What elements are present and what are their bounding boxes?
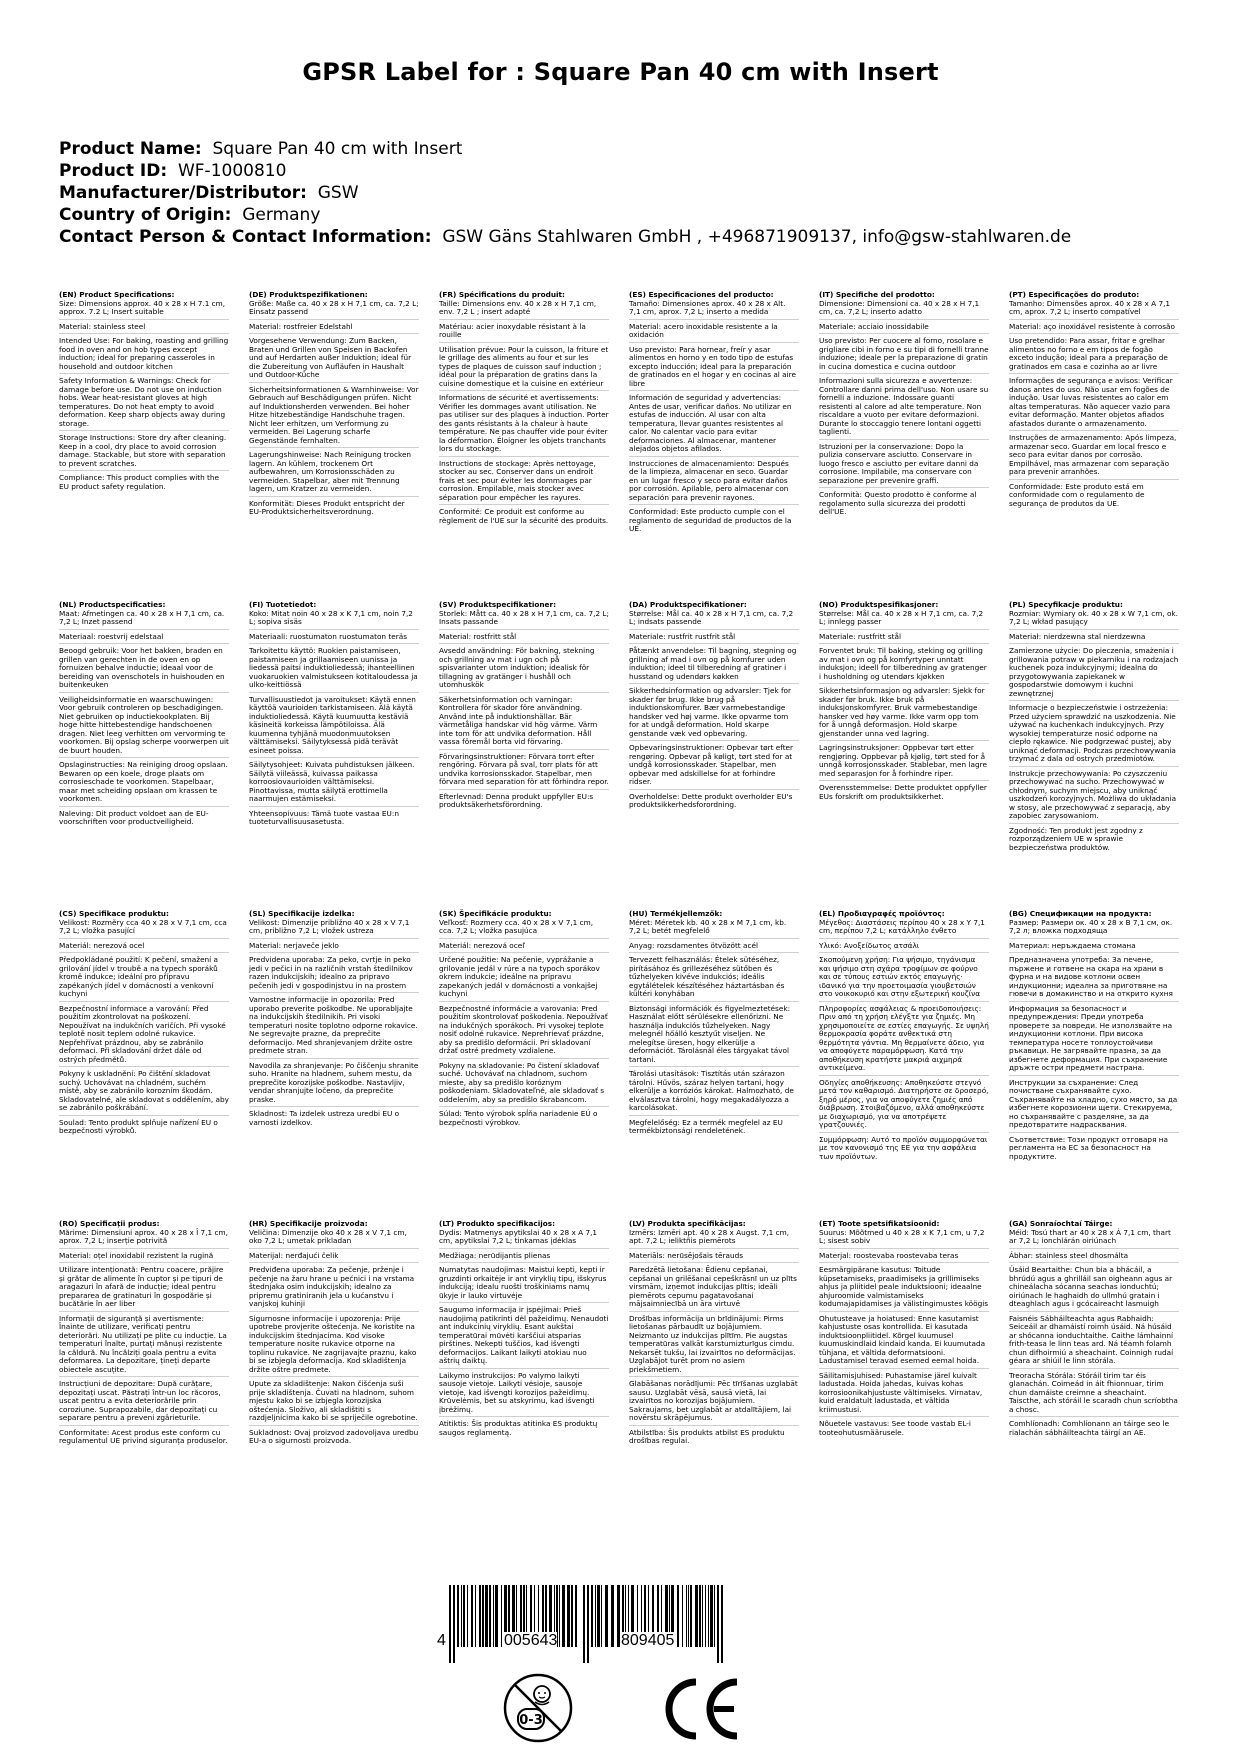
lang-paragraph: Turvallisuustiedot ja varoitukset: Käytä ennen käyttöä vaurioiden tarkistamiseen. Älä käytä induktioliedessä. Käytä kuumuutta kestäviä käsineitä korkeissa lämpötiloissa. Älä kuumenna tyhjänä muodonmuutoksen välttämiseksi. Säilytyksessä pidä terävät esineet poissa.: [249, 696, 419, 759]
lang-paragraph: Οδηγίες αποθήκευσης: Αποθηκεύστε στεγνό μετά τον καθαρισμό. Διατηρήστε σε δροσερό, ξηρό μέρος, για να αποφύγετε ζημιές από διάβρωση. Στοιβαζόμενο, αλλά αποθηκεύστε με διαχωρισμό, για να αποτρέψετε γρατζουνιές.: [819, 1079, 989, 1133]
lang-paragraph: Sikkerhedsinformation og advarsler: Tjek for skader før brug. Ikke brug på induktionskomfurer. Bær varmebestandige handsker ved høj varme. Ikke opvarme tom for at undgå deformation. Hold skarpe genstande væk ved opbevaring.: [629, 687, 799, 741]
barcode-guard-bar: [453, 1585, 455, 1663]
barcode-guard-bar: [583, 1585, 585, 1663]
lang-paragraph: Comhlíonadh: Comhlíonann an táirge seo le rialachán sábháilteachta táirgí an AE.: [1009, 1419, 1170, 1437]
lang-heading: (EN) Product Specifications:: [59, 290, 175, 299]
lang-heading: (PT) Especificações do produto:: [1009, 290, 1140, 299]
lang-paragraph: Saugumo informacija ir įspėjimai: Prieš naudojimą patikrinti dėl pažeidimų. Nenaudoti ant indukcinių viryklių. Esant aukštai temperatūrai mūvėti karščiui atsparias pirštines. Nekepti tuščios, kad išvengti deformacijos. Laikant laikyti atokiau nuo aštrių daiktų.: [439, 1306, 609, 1369]
lang-heading: (FI) Tuotetiedot:: [249, 600, 317, 609]
lang-paragraph: Material: oțel inoxidabil rezistent la rugină: [59, 1252, 229, 1264]
lang-spec-heading: (ET) Toote spetsifikatsioonid: Suurus: Mõõtmed u 40 x 28 x K 7,1 cm, u 7,2 L; sisest sobiv: [819, 1220, 989, 1249]
lang-heading: (PL) Specyfikacje produktu:: [1009, 600, 1123, 609]
lang-paragraph: Informations de sécurité et avertissements: Vérifier les dommages avant utilisation. Ne pas utiliser sur des plaques à induction. Porter des gants résistants à la chaleur à haute température. Ne pas chauffer vide pour éviter la déformation. Éloigner les objets tranchants lors du stockage.: [439, 394, 609, 457]
lang-paragraph: Drošības informācija un brīdinājumi: Pirms lietošanas pārbaudīt uz bojājumiem. Neizmanto uz indukcijas plītīm. Pie augstas temperatūras valkāt karstumizturīgus cimdu. Nekarsēt tukšu, lai izvairītos no deformācijas. Uzglabājot turēt prom no asiem priekšmetiem.: [629, 1315, 799, 1378]
lang-block-sv: [439, 601, 609, 857]
lang-heading: (HR) Specifikacije proizvoda:: [249, 1219, 368, 1228]
lang-paragraph: Sicherheitsinformationen & Warnhinweise: Vor Gebrauch auf Beschädigungen prüfen. Nicht auf Induktionsherden verwenden. Bei hoher Hitze hitzebeständige Handschuhe tragen. Nicht leer erhitzen, um Verformung zu vermeiden. Bei Lagerung scharfe Gegenstände fernhalten.: [249, 386, 419, 449]
lang-paragraph: Storage Instructions: Store dry after cleaning. Keep in a cool, dry place to avoid corrosion damage. Stackable, but store with separation to prevent scratches.: [59, 434, 229, 471]
lang-paragraph: Materiál: nerezová oceľ: [439, 942, 609, 954]
barcode-bar: [597, 1585, 600, 1647]
origin-label: Country of Origin:: [59, 205, 232, 225]
product-id-label: Product ID:: [59, 161, 168, 181]
lang-paragraph: Utilisation prévue: Pour la cuisson, la friture et le grillage des aliments au four et sur les types de plaques de cuisson sauf induction ; idéal pour la préparation de gratins dans la cuisine domestique et la cuisine en extérieur: [439, 346, 609, 392]
lang-paragraph: Bezpečnostné informácie a varovania: Pred použitím skontrolovať poškodenia. Nepoužívať na indukčných sporákoch. Pri vysokej teplote nosiť odolné rukavice. Neprehrievať prázdne, aby sa predišlo deformácii. Pri skladovaní držať ostré predmety vzdialene.: [439, 1005, 609, 1059]
lang-paragraph: Veiligheidsinformatie en waarschuwingen: Voor gebruik controleren op beschadigingen. Niet gebruiken op inductiekookplaten. Bij hoge hitte hittebestendige handschoenen dragen. Niet leeg verhitten om vervorming te voorkomen. Bij opslag scherpe voorwerpen uit de buurt houden.: [59, 696, 229, 759]
lang-spec-heading: (EN) Product Specifications: Size: Dimensions approx. 40 x 28 x H 7.1 cm, approx. 7.2 L; Insert suitable: [59, 291, 229, 320]
lang-paragraph: Varnostne informacije in opozorila: Pred uporabo preverite poškodbe. Ne uporabljajte na indukcijskih štedilnikih. Pri visoki temperaturi nosite toplotno odporne rokavice. Ne segrevajte prazne, da preprečite deformacijo. Med shranjevanjem držite ostre predmete stran.: [249, 996, 419, 1059]
lang-heading: (FR) Spécifications du produit:: [439, 290, 565, 299]
lang-heading: (SV) Produktspecifikationer:: [439, 600, 557, 609]
barcode-digits-left: 005643: [504, 1632, 558, 1649]
barcode-guard-bar: [717, 1585, 719, 1663]
barcode-bar: [575, 1585, 577, 1647]
lang-paragraph: Информация за безопасност и предупреждения: Преди употреба проверете за повреди. Не използвайте на индукционни котлони. При висока температура носете топлоустойчиви ръкавици. Не загрявайте празна, за да избегнете деформация. При съхранение дръжте остри предмети настрана.: [1009, 1005, 1179, 1076]
lang-spec-heading: (LT) Produkto specifikacijos: Dydis: Matmenys apytikslai 40 x 28 x A 7,1 cm, apytikslai 7,2 L; tinkamas įdėklas: [439, 1220, 609, 1249]
age-warning-icon: [502, 1672, 574, 1744]
lang-paragraph: Conformidad: Este producto cumple con el reglamento de seguridad de productos de la UE.: [629, 507, 792, 533]
barcode-bar: [677, 1585, 679, 1647]
lang-block-et: [819, 1220, 989, 1451]
lang-spec-heading: (IT) Specifiche del prodotto: Dimensione: Dimensioni ca. 40 x 28 x H 7,1 cm, ca. 7,2 L; inserto adatto: [819, 291, 989, 320]
lang-paragraph: Overholdelse: Dette produkt overholder EU's produktsikkerhedsforordning.: [629, 791, 793, 809]
lang-paragraph: Informazioni sulla sicurezza e avvertenze: Controllare danni prima dell'uso. Non usare su fornelli a induzione. Indossare guanti resistenti al calore ad alte temperature. Non riscaldare a vuoto per evitare deformazioni. Durante lo stoccaggio tenere lontani oggetti taglienti.: [819, 377, 989, 440]
lang-spec-heading: (PL) Specyfikacje produktu: Rozmiar: Wymiary ok. 40 x 28 x W 7,1 cm, ok. 7,2 L; wkład pasujący: [1009, 601, 1179, 630]
lang-paragraph: Pokyny k uskladnění: Po čištění skladovat suchý. Uchovávat na chladném, suchém místě, aby se zabránilo korozním škodám. Skladovatelné, ale skladovat s oddělením, aby se zabránilo poškrábání.: [59, 1070, 229, 1116]
barcode-bar: [485, 1585, 488, 1647]
barcode-bar: [695, 1585, 698, 1647]
barcode-bar: [479, 1585, 481, 1647]
lang-paragraph: Předpokládané použití: K pečení, smažení a grilování jídel v troubě a na typech sporáků kromě indukce; ideální pro přípravu zapékaných jídel v domácnosti a venkovní kuchyni: [59, 956, 229, 1002]
barcode-digits-right: 809405: [621, 1632, 675, 1649]
manufacturer-value: GSW: [317, 183, 359, 203]
barcode-guard-bar: [587, 1585, 589, 1663]
lang-paragraph: Sikkerhetsinformasjon og advarsler: Sjekk for skader før bruk. Ikke bruk på induksjonskomfyrer. Bruk varmebestandige hansker ved høy varme. Ikke varm opp tom for å unngå deformasjon. Hold skarpe gjenstander unna ved lagring.: [819, 687, 989, 741]
barcode-bar: [461, 1585, 462, 1647]
lang-paragraph: Instrukcje przechowywania: Po czyszczeniu przechowywać na sucho. Przechowywać w chłodnym, suchym miejscu, aby uniknąć uszkodzeń korozyjnych. Możliwa do układania w stosy, ale przechowywać z separacją, aby zapobiec zarysowaniom.: [1009, 770, 1179, 824]
manufacturer-label: Manufacturer/Distributor:: [59, 183, 307, 203]
lang-block-fr: [439, 291, 609, 539]
lang-spec-heading: (DE) Produktspezifikationen: Größe: Maße ca. 40 x 28 x H 7,1 cm, ca. 7,2 L; Einsatz passend: [249, 291, 419, 320]
contact-label: Contact Person & Contact Information:: [59, 227, 432, 247]
lang-spec-heading: (DA) Produktspecifikationer: Størrelse: Mål ca. 40 x 28 x H 7,1 cm, ca. 7,2 L; indsats passende: [629, 601, 799, 630]
product-name-label: Product Name:: [59, 139, 202, 159]
lang-paragraph: Sukladnost: Ovaj proizvod zadovoljava uredbu EU-a o sigurnosti proizvoda.: [249, 1427, 419, 1445]
barcode-bar: [611, 1585, 614, 1647]
lang-block-lv: [629, 1220, 799, 1451]
lang-paragraph: Informações de segurança e avisos: Verificar danos antes do uso. Não usar em fogões de indução. Usar luvas resistentes ao calor em altas temperaturas. Não aquecer vazio para evitar deformação. Manter objetos afiados afastados durante o armazenamento.: [1009, 377, 1179, 431]
barcode-bar: [457, 1585, 459, 1647]
product-name-row: [59, 138, 1071, 160]
lang-paragraph: Avsedd användning: För bakning, stekning och grillning av mat i ugn och på spisvarianter utom induktion; idealisk för tillagning av gratänger i hushåll och utomhuskök: [439, 647, 609, 693]
lang-paragraph: Materiale: rustfrit rustfrit stål: [629, 633, 799, 645]
product-id-row: [59, 160, 1071, 182]
barcode-bar: [708, 1585, 709, 1647]
lang-paragraph: Soulad: Tento produkt splňuje nařízení EU o bezpečnosti výrobků.: [59, 1117, 218, 1135]
barcode-guard-bar: [721, 1585, 723, 1663]
lang-heading: (EL) Προδιαγραφές προϊόντος:: [819, 909, 945, 918]
lang-paragraph: Vorgesehene Verwendung: Zum Backen, Braten und Grillen von Speisen in Backofen und auf Herdarten außer Induktion; ideal für die Zubereitung von Aufläufen in Haushalt und Outdoor-Küche: [249, 337, 419, 383]
lang-paragraph: Opslaginstructies: Na reiniging droog opslaan. Bewaren op een koele, droge plaats om corrosieschade te voorkomen. Stapelbaar, maar met scheiding opslaan om krassen te voorkomen.: [59, 761, 229, 807]
lang-paragraph: Predviđena uporaba: Za pečenje, prženje i pečenje na žaru hrane u pećnici i na vrstama štednjaka osim indukcijskih; idealno za pripremu gratiniranih jela u kućanstvu i vanjskoj kuhinji: [249, 1266, 419, 1312]
lang-spec-heading: (PT) Especificações do produto: Tamanho: Dimensões aprox. 40 x 28 x A 7,1 cm, aprox. 7,2 L; inserto compatível: [1009, 291, 1179, 320]
lang-paragraph: Matériau: acier inoxydable résistant à la rouille: [439, 323, 609, 343]
barcode-bar: [471, 1585, 473, 1647]
barcode-guard-bar: [449, 1585, 451, 1663]
lang-paragraph: Safety Information & Warnings: Check for damage before use. Do not use on induction hobs. Wear heat-resistant gloves at high temperatures. Do not heat empty to avoid deformation. Keep sharp objects away during storage.: [59, 377, 229, 431]
lang-block-hu: [629, 910, 799, 1166]
barcode-bar: [605, 1585, 608, 1647]
lang-heading: (LT) Produkto specifikacijos:: [439, 1219, 556, 1228]
barcode-bar: [495, 1585, 498, 1647]
lang-paragraph: Naleving: Dit product voldoet aan de EU-voorschriften voor productveiligheid.: [59, 808, 209, 826]
lang-spec-heading: (LV) Produkta specifikācijas: Izmērs: Izmēri apt. 40 x 28 x Augst. 7,1 cm, apt. 7,2 L; ieliktñis piemērots: [629, 1220, 799, 1249]
lang-paragraph: Förvaringsinstruktioner: Förvara torrt efter rengöring. Förvara på sval, torr plats för att undvika korrosionsskador. Stapelbar, men förvara med separation för att förhindra repor.: [439, 753, 609, 790]
age-label: 0-3: [519, 1713, 543, 1728]
lang-heading: (GA) Sonraíochtaí Táirge:: [1009, 1219, 1113, 1228]
lang-block-sk: [439, 910, 609, 1166]
barcode-bar: [710, 1585, 713, 1647]
lang-paragraph: Utilizare intenționată: Pentru coacere, prăjire și grătar de alimente în cuptor și pe tipuri de aragazuri în afară de inducție; ideal pentru prepararea de gratinaturi în gospodărie și bucătărie în aer liber: [59, 1266, 229, 1312]
lang-paragraph: Upute za skladištenje: Nakon čišćenja suši prije skladištenja. Čuvati na hladnom, suhom mjestu kako bi se izbjegla korozijska oštećenja. Složivo, ali skladištiti s razdjeljnicima kako bi se spriječile ogrebotine.: [249, 1380, 419, 1426]
lang-paragraph: Medžiaga: nerūdijantis plienas: [439, 1252, 609, 1264]
lang-heading: (RO) Specificații produs:: [59, 1219, 160, 1228]
lang-paragraph: Säilytysohjeet: Kuivata puhdistuksen jälkeen. Säilytä viileässä, kuivassa paikassa korroosiovaurioiden välttämiseksi. Pinottavissa, mutta säilytä erottimella naarmujen estämiseksi.: [249, 761, 419, 807]
lang-paragraph: Istruzioni per la conservazione: Dopo la pulizia conservare asciutto. Conservare in luogo fresco e asciutto per evitare danni da corrosione. Impilabile, ma conservare con separazione per prevenire graffi.: [819, 443, 989, 489]
language-grid-row-2: [59, 601, 1181, 857]
lang-paragraph: Instrucțiuni de depozitare: După curățare, depozitați uscat. Păstrați într-un loc răcoros, uscat pentru a evita deteriorările prin coroziune. Suprapozabile, dar depozitați cu separare pentru a preveni zgârieturile.: [59, 1380, 229, 1426]
barcode-bar: [482, 1585, 484, 1647]
lang-paragraph: Съответствие: Този продукт отговаря на регламента на ЕС за безопасност на продуктите.: [1009, 1134, 1169, 1161]
lang-paragraph: Laikymo instrukcijos: Po valymo laikyti sausoje vietoje. Laikyti vėsioje, sausoje vietoje, kad išvengti korozijos pažeidimų. Krūvelėmis, bet su atskyrimu, kad išvengti įbrėžimų.: [439, 1372, 609, 1418]
lang-spec-heading: (NO) Produktspesifikasjoner: Størrelse: Mål ca. 40 x 28 x H 7,1 cm, ca. 7,2 L; innlegg passer: [819, 601, 989, 630]
ce-mark-icon: [660, 1676, 742, 1742]
barcode-bar: [489, 1585, 491, 1647]
lang-spec-heading: (FI) Tuotetiedot: Koko: Mitat noin 40 x 28 x K 7,1 cm, noin 7,2 L; sopiva sisäs: [249, 601, 419, 630]
lang-paragraph: Informații de siguranță și avertismente: Înainte de utilizare, verificați pentru deteriorări. Nu utilizați pe plite cu inducție. La temperaturi înalte, purtați mănuși rezistente la căldură. Nu încălziți goala pentru a evita deformarea. La depozitare, țineți departe obiectele ascuțite.: [59, 1315, 229, 1378]
lang-paragraph: Forventet bruk: Til baking, steking og grilling av mat i ovn og på komfyrtyper unntatt induksjon; ideell for tilberedning av gratenger i husholdning og utendørs kjøkken: [819, 647, 989, 684]
lang-spec-heading: (SV) Produktspecifikationer: Storlek: Mått ca. 40 x 28 x H 7,1 cm, ca. 7,2 L; Insats passande: [439, 601, 609, 630]
lang-spec-heading: (SL) Specifikacije izdelka: Velikost: Dimenzije približno 40 x 28 x V 7,1 cm, približno 7,2 L; vložek ustreza: [249, 910, 419, 939]
lang-paragraph: Lagerungshinweise: Nach Reinigung trocken lagern. An kühlem, trockenem Ort aufbewahren, um Korrosionsschäden zu vermeiden. Stapelbar, aber mit Trennung lagern, um Kratzer zu vermeiden.: [249, 451, 419, 497]
lang-block-cs: [59, 910, 229, 1166]
lang-block-it: [819, 291, 989, 539]
lang-paragraph: Instruções de armazenamento: Após limpeza, armazenar seco. Guardar em local fresco e seco para evitar danos por corrosão. Empilhável, mas armazenar com separação para prevenir arranhões.: [1009, 434, 1179, 480]
lang-spec-heading: (GA) Sonraíochtaí Táirge: Méid: Tosú thart ar 40 x 28 x Á 7,1 cm, thart ar 7,2 L; ionchlárán oiriúnach: [1009, 1220, 1179, 1249]
barcode-bar: [571, 1585, 573, 1647]
lang-spec-heading: (ES) Especificaciones del producto: Tamaño: Dimensiones aprox. 40 x 28 x Alt. 7,1 cm, aprox. 7,2 L; inserto a medida: [629, 291, 799, 320]
lang-paragraph: Material: aço inoxidável resistente à corrosão: [1009, 323, 1179, 335]
lang-paragraph: Numatytas naudojimas: Maistui kepti, kepti ir gruzdinti orkaitėje ir ant viryklių tipų, išskyrus indukciją; idealu ruošti troškiniams namų ūkyje ir lauko virtuvėje: [439, 1266, 609, 1303]
lang-paragraph: Påtænkt anvendelse: Til bagning, stegning og grillning af mad i ovn og på komfurer uden induktion; ideel til tilberedning af gratiner i husstand og udendørs køkken: [629, 647, 799, 684]
barcode-bar: [467, 1585, 468, 1647]
lang-paragraph: Materiál: nerezová ocel: [59, 942, 229, 954]
lang-paragraph: Materiał: nierdzewna stal nierdzewna: [1009, 633, 1179, 645]
lang-paragraph: Instrucciones de almacenamiento: Después de la limpieza, almacenar en seco. Guardar en un lugar fresco y seco para evitar daños por corrosión. Apilable, pero almacenar con separación para prevenir rayones.: [629, 460, 799, 506]
lang-heading: (LV) Produkta specifikācijas:: [629, 1219, 746, 1228]
barcode-bar: [501, 1585, 502, 1647]
lang-block-pt: [1009, 291, 1179, 539]
lang-paragraph: Megfelelőség: Ez a termék megfelel az EU termékbiztonsági rendeletének.: [629, 1117, 783, 1135]
lang-paragraph: Compliance: This product complies with the EU product safety regulation.: [59, 473, 220, 491]
lang-block-lt: [439, 1220, 609, 1451]
origin-row: [59, 204, 1071, 226]
barcode-bar: [688, 1585, 689, 1647]
lang-paragraph: Treoracha Stórála: Stóráil tirim tar éis glanachán. Coimeád in áit fhionnuar, tirim chun damáiste creimne a sheachaint. Taiscthe, ach stóráil le scaradh chun scríobtha a chosc.: [1009, 1372, 1179, 1418]
lang-paragraph: Atbilstība: Šis produkts atbilst ES produktu drošības regulai.: [629, 1427, 785, 1445]
contact-value: GSW Gäns Stahlwaren GmbH , +496871909137, info@gsw-stahlwaren.de: [442, 227, 1072, 247]
product-name-value: Square Pan 40 cm with Insert: [212, 139, 463, 159]
barcode-bar: [714, 1585, 715, 1647]
barcode-bar: [475, 1585, 476, 1647]
lang-paragraph: Materiaali: ruostumaton ruostumaton teräs: [249, 633, 419, 645]
barcode-bar: [562, 1585, 565, 1647]
lang-paragraph: Predvidena uporaba: Za peko, cvrtje in peko jedi v pečici in na različnih vrstah štedilnikov razen indukcijskih; idealno za pripravo pečenih jedi v gospodinjstvu in na prostem: [249, 956, 419, 993]
lang-paragraph: Tárolási utasítások: Tisztítás után szárazon tárolni. Hűvös, száraz helyen tartani, hogy elkerülje a korróziós károkat. Halmozható, de elválasztva tárolni, hogy megakadályozza a karcolásokat.: [629, 1070, 799, 1116]
barcode-bar: [699, 1585, 701, 1647]
lang-paragraph: Yhteensopivuus: Tämä tuote vastaa EU:n tuoteturvallisuusasetusta.: [249, 808, 399, 826]
lang-block-ga: [1009, 1220, 1179, 1451]
barcode-bar: [595, 1585, 596, 1647]
lang-paragraph: Efterlevnad: Denna produkt uppfyller EU:s produktsäkerhetsförordning.: [439, 791, 594, 809]
lang-heading: (SL) Specifikacije izdelka:: [249, 909, 355, 918]
lang-paragraph: Lagringsinstruksjoner: Oppbevar tørt etter rengjøring. Oppbevar på kjølig, tørt sted for å unngå korrosjonsskader. Stablebar, men lagre med separasjon for å forhindre riper.: [819, 744, 989, 781]
lang-paragraph: Navodila za shranjevanje: Po čiščenju shranite suho. Hranite na hladnem, suhem mestu, da preprečite korozijske poškodbe. Nastavljiv, vendar shranjujte ločeno, da preprečite praske.: [249, 1062, 419, 1108]
lang-heading: (NL) Productspecificaties:: [59, 600, 166, 609]
lang-paragraph: Uso pretendido: Para assar, fritar e grelhar alimentos no forno e em tipos de fogão exceto indução; ideal para a preparação de gratinados em casa e cozinha ao ar livre: [1009, 337, 1179, 374]
lang-block-sl: [249, 910, 419, 1166]
lang-paragraph: Informacje o bezpieczeństwie i ostrzeżenia: Przed użyciem sprawdzić na uszkodzenia. Nie używać na kuchenkach indukcyjnych. Przy wysokiej temperaturze nosić odporne na ciepło rękawice. Nie podgrzewać pustej, aby uniknąć deformacji. Podczas przechowywania trzymać z dala od ostrych przedmiotów.: [1009, 704, 1179, 767]
lang-paragraph: Nõuetele vastavus: See toode vastab EL-i tooteohutusmäärusele.: [819, 1419, 971, 1437]
barcode-bar: [702, 1585, 703, 1647]
barcode-bar: [682, 1585, 683, 1647]
ean-barcode: [435, 1585, 735, 1663]
lang-paragraph: Πληροφορίες ασφάλειας & προειδοποιήσεις: Πριν από τη χρήση ελέγξτε για ζημιές. Μη χρησιμοποιείτε σε εστίες επαγωγής. Σε υψηλή θερμοκρασία φοράτε ανθεκτικά στη θερμότητα γάντια. Μη θερμαίνετε άδειο, για να αποφύγετε παραμόρφωση. Κατά την αποθήκευση κρατήστε μακριά αιχμηρά αντικείμενα.: [819, 1005, 989, 1076]
lang-paragraph: Uso previsto: Para hornear, freír y asar alimentos en horno y en todo tipo de estufas excepto inducción; ideal para la preparación de gratinados en el hogar y en cocinas al aire libre: [629, 346, 799, 392]
contact-row: [59, 226, 1071, 248]
lang-paragraph: Säilitamisjuhised: Puhastamise järel kuivalt ladustada. Hoida jahedas, kuivas kohas korrosioonikahjustuste vältimiseks. Virnatav, kuid eraldatult ladustada, et vältida kriimustusi.: [819, 1372, 989, 1418]
lang-paragraph: Conformitate: Acest produs este conform cu regulamentul UE privind siguranța produselor.: [59, 1427, 228, 1445]
lang-paragraph: Sigurnosne informacije i upozorenja: Prije upotrebe provjerite oštećenja. Ne koristite na indukcijskim štednjacima. Kod visoke temperature nosite rukavice otporne na toplinu rukavice. Ne zagrijavajte praznu, kako bi se izbjegla deformacija. Kod skladištenja držite oštre predmete.: [249, 1315, 419, 1378]
lang-paragraph: Instructions de stockage: Après nettoyage, stocker au sec. Conserver dans un endroit frais et sec pour éviter les dommages par corrosion. Empilable, mais stocker avec séparation pour empêcher les rayures.: [439, 460, 609, 506]
lang-paragraph: Materiale: rustfritt stål: [819, 633, 989, 645]
barcode-bar: [601, 1585, 602, 1647]
lang-paragraph: Skladnost: Ta izdelek ustreza uredbi EU o varnosti izdelkov.: [249, 1109, 400, 1127]
lang-paragraph: Uso previsto: Per cuocere al forno, rosolare e grigliare cibi in forno e su tipi di fornelli tranne induzione; ideale per la preparazione di gratin in cucina domestica e cucina outdoor: [819, 337, 989, 374]
lang-paragraph: Material: stainless steel: [59, 323, 229, 335]
lang-heading: (NO) Produktspesifikasjoner:: [819, 600, 939, 609]
lang-paragraph: Ábhar: stainless steel dhosmálta: [1009, 1252, 1179, 1264]
lang-spec-heading: (NL) Productspecificaties: Maat: Afmetingen ca. 40 x 28 x H 7,1 cm, ca. 7,2 L; Inzet passend: [59, 601, 229, 630]
lang-paragraph: Ohutusteave ja hoiatused: Enne kasutamist kahjustuste osas kontrollida. Ei kasutada induktsioonpliitidel. Kõrgel kuumusel kuumuskindlaid kindaid kanda. Ei kuumutada tühjana, et vältida deformatsiooni. Ladustamisel teravad esemed eemal hoida.: [819, 1315, 989, 1369]
lang-paragraph: Conformità: Questo prodotto è conforme al regolamento sulla sicurezza dei prodotti dell'UE.: [819, 490, 977, 516]
lang-paragraph: Zamierzone użycie: Do pieczenia, smażenia i grillowania potraw w piekarniku i na rodzajach kuchenek poza indukcyjnymi; idealna do przygotowywania zapiekanek w gospodarstwie domowym i kuchni zewnętrznej: [1009, 647, 1179, 701]
lang-paragraph: Conformité: Ce produit est conforme au règlement de l'UE sur la sécurité des produits.: [439, 507, 609, 525]
lang-heading: (DE) Produktspezifikationen:: [249, 290, 368, 299]
lang-paragraph: Conformidade: Este produto está em conformidade com o regulamento de segurança de produtos da UE.: [1009, 481, 1145, 508]
lang-block-pl: [1009, 601, 1179, 857]
lang-block-no: [819, 601, 989, 857]
lang-paragraph: Zgodność: Ten produkt jest zgodny z rozporządzeniem UE w sprawie bezpieczeństwa produktów.: [1009, 825, 1143, 852]
product-id-value: WF-1000810: [177, 161, 287, 181]
lang-spec-heading: (BG) Спецификации на продукта: Размер: Размери ок. 40 x 28 x В 7,1 см, ок. 7,2 л; вложка подходяща: [1009, 910, 1179, 939]
lang-spec-heading: (HR) Specifikacije proizvoda: Veličina: Dimenzije oko 40 x 28 x V 7,1 cm, oko 7,2 L; umetak prikladan: [249, 1220, 419, 1249]
barcode-bar: [463, 1585, 465, 1647]
barcode-bar: [690, 1585, 692, 1647]
lang-heading: (CS) Specifikace produktu:: [59, 909, 169, 918]
lang-paragraph: Información de seguridad y advertencias: Antes de usar, verificar daños. No utilizar en estufas de inducción. Al usar con alta temperatura, llevar guantes resistentes al calor. No calentar vacío para evitar deformaciones. Al almacenar, mantener alejados objetos afilados.: [629, 394, 799, 457]
lang-heading: (ET) Toote spetsifikatsioonid:: [819, 1219, 940, 1228]
barcode-bar: [493, 1585, 494, 1647]
lang-paragraph: Σκοπούμενη χρήση: Για ψήσιμο, τηγάνισμα και ψήσιμο στη σχάρα τροφίμων σε φούρνο και σε τύπους εστιών εκτός επαγωγής· ιδανικό για την προετοιμασία γιουβετσιών στο νοικοκυριό και στην εξωτερική κουζίνα: [819, 956, 989, 1002]
lang-paragraph: Glabāšanas norādījumi: Pēc tīrīšanas uzglabāt sausu. Uzglabāt vēsā, sausā vietā, lai izvairītos no korozijas bojājumiem. Sakraujams, bet uzglabāt ar atdalītājiem, lai novērstu skrāpējumus.: [629, 1380, 799, 1426]
lang-paragraph: Material: rostfreier Edelstahl: [249, 323, 419, 335]
lang-paragraph: Materijal: nerđajući čelik: [249, 1252, 419, 1264]
product-info: [59, 138, 1071, 248]
lang-paragraph: Tervezett felhasználás: Ételek sütéséhez, pirításához és grillezéséhez sütőben és tűzhelyeken kivéve indukciós; ideális egytálételek készítéséhez háztartásban és kültéri konyhában: [629, 956, 799, 1002]
lang-block-ro: [59, 1220, 229, 1451]
language-grid-row-3: [59, 910, 1181, 1166]
lang-paragraph: Συμμόρφωση: Αυτό το προϊόν συμμορφώνεται με τον κανονισμό της ΕΕ για την ασφάλεια των προϊόντων.: [819, 1134, 988, 1161]
lang-block-da: [629, 601, 799, 857]
barcode-bar: [567, 1585, 570, 1647]
barcode-bar: [686, 1585, 687, 1647]
lang-block-de: [249, 291, 419, 539]
lang-paragraph: Opbevaringsinstruktioner: Opbevar tørt efter rengøring. Opbevar på køligt, tørt sted for at undgå korrosionsskader. Stapelbar, men opbevar med adskillelse for at forhindre ridser.: [629, 744, 799, 790]
lang-heading: (BG) Спецификации на продукта:: [1009, 909, 1152, 918]
barcode-bar: [617, 1585, 620, 1647]
lang-spec-heading: (RO) Specificații produs: Mărime: Dimensiuni aprox. 40 x 28 x Î 7,1 cm, aprox. 7,2 L; inserție potrivită: [59, 1220, 229, 1249]
barcode-bar: [559, 1585, 560, 1647]
lang-heading: (IT) Specifiche del prodotto:: [819, 290, 935, 299]
lang-paragraph: Tarkoitettu käyttö: Ruokien paistamiseen, paistamiseen ja grillaamiseen uunissa ja liedessä paitsi induktioliedessä; ihanteellinen vuokaruokien valmistukseen kotitaloudessa ja ulko-keittiössä: [249, 647, 419, 693]
lang-paragraph: Paredzētā lietošana: Ēdienu cepšanai, cepšanai un grilēšanai cepeškrāsnī un uz plīts virsmām, izņemot indukcijas plītis; ideāli piemērots cepumu pagatavošanai mājsaimniecībā un āra virtuvē: [629, 1266, 799, 1312]
barcode-bar: [705, 1585, 706, 1647]
lang-block-bg: [1009, 910, 1179, 1166]
lang-paragraph: Material: nerjaveče jeklo: [249, 942, 419, 954]
lang-paragraph: Bezpečnostní informace a varování: Před použitím zkontrolovat na poškození. Nepoužívat na indukčních varičích. Při vysoké teplotě nosit teplem odolné rukavice. Nepřehřívat prázdnou, aby se zabránilo deformaci. Při skladování držet dále od ostrých předmětů.: [59, 1005, 229, 1068]
lang-paragraph: Υλικό: Ανοξείδωτος ατσάλι: [819, 942, 989, 954]
lang-paragraph: Materiāls: nerūsējošais tērauds: [629, 1252, 799, 1264]
lang-spec-heading: (FR) Spécifications du produit: Taille: Dimensions env. 40 x 28 x H 7,1 cm, env. 7,2 L ; insert adapté: [439, 291, 609, 320]
lang-paragraph: Úsáid Beartaithe: Chun bia a bhácáil, a bhrúdú agus a ghrilláil san oigheann agus ar chineálacha sócanna seachas ionduchtú; oiriúnach le haghaidh do ullmhú gratain i dteaghlach agus i gcócaireacht lasmuigh: [1009, 1266, 1179, 1312]
lang-paragraph: Biztonsági információk és figyelmeztetések: Használat előtt sérülésekre ellenőrizni. Ne használja indukciós tűzhelyeken. Nagy melegnél hőálló kesztyűt viseljen. Ne melegítse üresen, hogy elkerülje a deformációt. Tárolásnál éles tárgyakat távol tartani.: [629, 1005, 799, 1068]
lang-paragraph: Intended Use: For baking, roasting and grilling food in oven and on hob types except induction; ideal for preparing casseroles in household and outdoor kitchen: [59, 337, 229, 374]
manufacturer-row: [59, 182, 1071, 204]
lang-heading: (DA) Produktspecifikationer:: [629, 600, 747, 609]
lang-paragraph: Beoogd gebruik: Voor het bakken, braden en grillen van gerechten in de oven en op fornuizen behalve inductie; ideaal voor de bereiding van ovenschotels in huishouden en buitenkeuken: [59, 647, 229, 693]
lang-paragraph: Faisnéis Sábháilteachta agus Rabhaidh: Seiceáil ar dhamáistí roimh úsáid. Ná húsáid ar shócanna ionduchtaithe. Caithe lámhainní frith-teasa le linn teas ard. Ná téamh folamh chun difhoirmiú a sheachaint. Coinnigh rudaí géara ar shiúil le linn stórála.: [1009, 1315, 1179, 1369]
lang-spec-heading: (HU) Termékjellemzők: Méret: Méretek kb. 40 x 28 x M 7,1 cm, kb. 7,2 L; betét megfelelő: [629, 910, 799, 939]
lang-paragraph: Atitiktis: Šis produktas atitinka ES produktų saugos reglamentą.: [439, 1419, 598, 1437]
lang-block-en: [59, 291, 229, 539]
lang-paragraph: Pokyny na skladovanie: Po čistení skladovať suché. Uchovávať na chladnom, suchom mieste, aby sa predišlo koróznym poškodeniam. Skladovateľné, ale skladovať s oddelením, aby sa predišlo škrabancom.: [439, 1062, 609, 1108]
lang-paragraph: Materiale: acciaio inossidabile: [819, 323, 989, 335]
lang-spec-heading: (SK) Špecifikácie produktu: Veľkosť: Rozmery cca. 40 x 28 x V 7,1 cm, cca. 7,2 L; vložka pasujúca: [439, 910, 609, 939]
lang-paragraph: Eesmärgipärane kasutus: Toitude küpsetamiseks, praadimiseks ja grillimiseks ahjus ja pliitidel peale induktsiooni; ideaalne ahjuroomide valmistamiseks kodumajapidamises ja välistingimustes köögis: [819, 1266, 989, 1312]
lang-block-fi: [249, 601, 419, 857]
lang-paragraph: Материал: неръждаема стомана: [1009, 942, 1179, 954]
lang-paragraph: Material: acero inoxidable resistente a la oxidación: [629, 323, 799, 343]
language-grid-row-1: [59, 291, 1181, 539]
lang-paragraph: Súlad: Tento výrobok spĺňa nariadenie EÚ o bezpečnosti výrobkov.: [439, 1109, 598, 1127]
lang-paragraph: Overensstemmelse: Dette produktet oppfyller EUs forskrift om produktsikkerhet.: [819, 783, 987, 801]
lang-paragraph: Materiaal: roestvrij edelstaal: [59, 633, 229, 645]
lang-block-nl: [59, 601, 229, 857]
page-title: GPSR Label for : Square Pan 40 cm with Insert: [302, 58, 939, 86]
lang-heading: (SK) Špecifikácie produktu:: [439, 909, 552, 918]
lang-spec-heading: (EL) Προδιαγραφές προϊόντος: Μέγεθος: Διαστάσεις περίπου 40 x 28 x Υ 7,1 cm, περίπου 7,2 L; κατάλληλο ένθετο: [819, 910, 989, 939]
barcode-bar: [591, 1585, 593, 1647]
lang-block-es: [629, 291, 799, 539]
lang-paragraph: Materjal: roostevaba roostevaba teras: [819, 1252, 989, 1264]
lang-heading: (HU) Termékjellemzők:: [629, 909, 723, 918]
lang-paragraph: Určené použitie: Na pečenie, vyprážanie a grilovanie jedál v rúre a na typoch sporákov okrem indukcie; ideálne na prípravu zapekaných jedál v domácnosti a vonkajšej kuchyni: [439, 956, 609, 1002]
lang-paragraph: Säkerhetsinformation och varningar: Kontrollera för skador före användning. Använd inte på induktionshällar. Bär värmetåliga handskar vid hög värme. Värm inte tom för att undvika deformation. Håll vassa föremål borta vid förvaring.: [439, 696, 609, 750]
lang-block-el: [819, 910, 989, 1166]
lang-paragraph: Предназначена употреба: За печене, пържене и готвене на скара на храни в фурна и на видове котлони освен индукционни; идеална за приготвяне на гювечи в домакинство и на открито кухня: [1009, 956, 1179, 1002]
language-grid-row-4: [59, 1220, 1181, 1451]
lang-paragraph: Konformität: Dieses Produkt entspricht der EU-Produktsicherheitsverordnung.: [249, 498, 405, 516]
barcode-digit-first: 4: [437, 1632, 446, 1649]
lang-block-hr: [249, 1220, 419, 1451]
lang-paragraph: Material: rostfritt stål: [439, 633, 609, 645]
lang-heading: (ES) Especificaciones del producto:: [629, 290, 774, 299]
lang-paragraph: Anyag: rozsdamentes ötvözött acél: [629, 942, 799, 954]
origin-value: Germany: [242, 205, 321, 225]
lang-spec-heading: (CS) Specifikace produktu: Velikost: Rozměry cca 40 x 28 x V 7,1 cm, cca 7,2 L; vložka pasující: [59, 910, 229, 939]
lang-paragraph: Инструкции за съхранение: След почистване съхранявайте сухо. Съхранявайте на хладно, сухо място, за да избегнете корозионни щети. Стекируема, но съхранявайте с разделяне, за да предотвратите надрасквания.: [1009, 1079, 1179, 1133]
